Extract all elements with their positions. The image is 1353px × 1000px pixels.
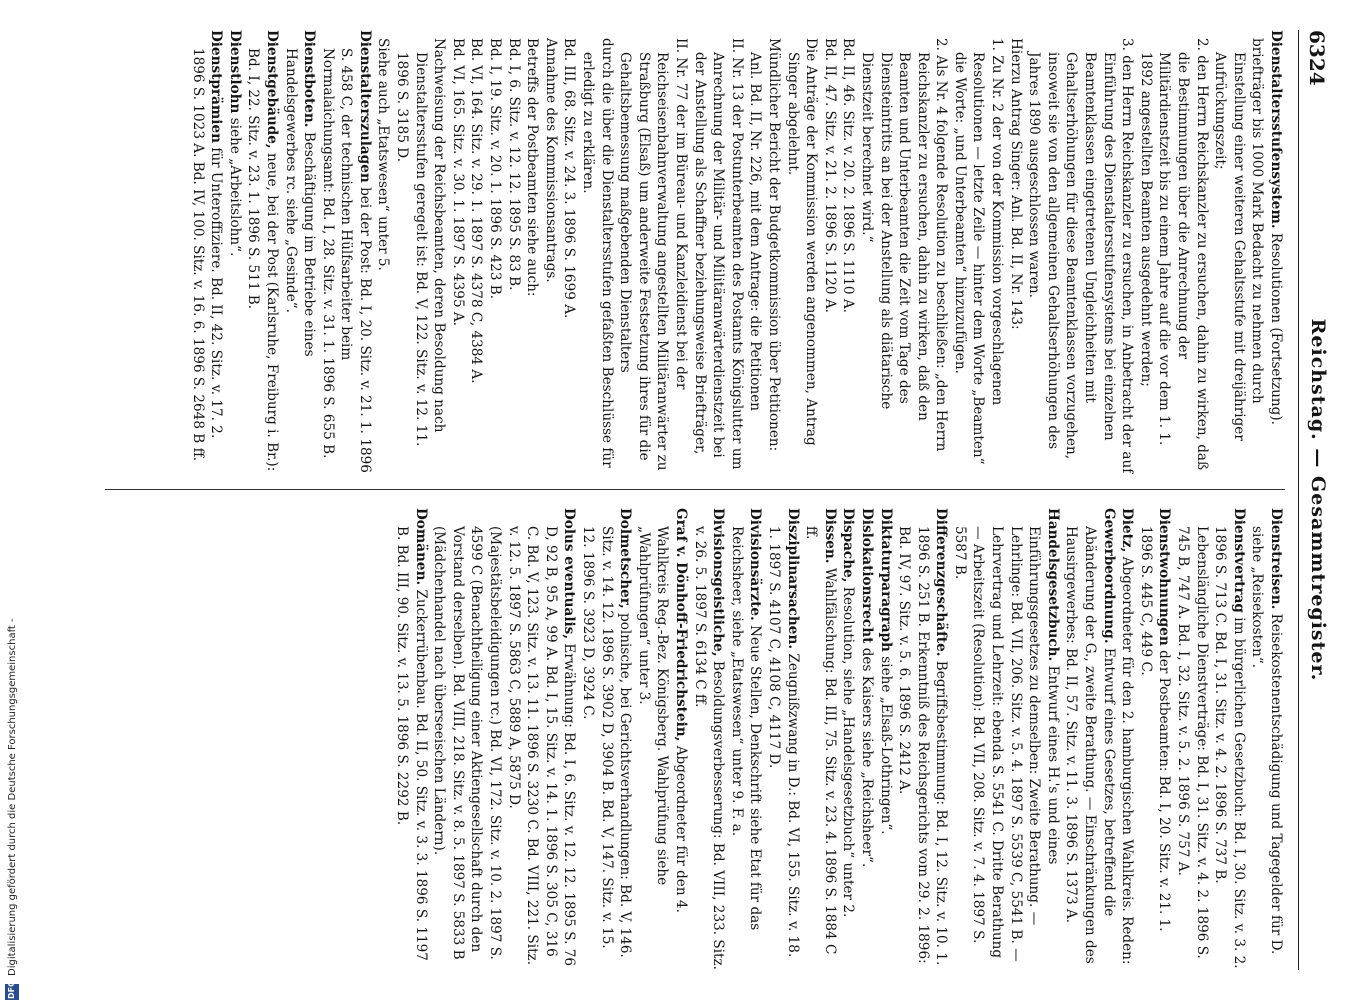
index-entry: [950, 38, 1006, 475]
entry-text: Abgeordneter für den 4. Wahlkreis Reg.-Bez. Königsberg. Wahlprüfung siehe „Wahlprüfungen“ unter 3.: [635, 526, 689, 913]
entry-text: Bd. I, 6. Sitz. v. 12. 12. 1895 S. 83 B.: [505, 38, 522, 291]
entry-text: Reisekostenentschädigung und Tagegelder für D. siehe „Reisekosten“.: [1249, 526, 1284, 955]
index-entry: [1006, 38, 1025, 475]
entry-text: Resolution, siehe „Handelsgesetzbuch“ unter 2.: [840, 586, 857, 918]
entry-text: Entwurf eines H.'s und eines Einführungsgesetzes zu demselben: Zweite Berathung. — Lehrlinge: Bd. VII, 206. Sitz. v. 5. 4. 1897 S. 5539 C, 5541 B. — Lehrvertrag und Lehrzeit: ebenda S. 5541 C. Dritte Berathung — Arbeitszeit (Resolution): Bd. VII, 208. Sitz. v. 7. 4. 1897 S. 5587 B.: [951, 526, 1061, 962]
index-entry: [393, 38, 449, 475]
entry-keyword: Graf v. Dönhoff-Friedrichstein,: [673, 508, 689, 742]
entry-keyword: Dienstvertrag: [1230, 508, 1247, 613]
entry-text: Zeugnißzwang in D.: Bd. VI, 155. Sitz. v. 18. 1. 1897 S. 4107 C, 4108 C, 4117 D.: [765, 526, 801, 958]
index-entry: [430, 508, 579, 970]
index-entry: [1025, 38, 1137, 475]
index-entry: [560, 38, 579, 475]
entry-text: Bd. VI, 165. Sitz. v. 30. 1. 1897 S. 4395 A.: [449, 38, 466, 327]
index-entry: [839, 38, 858, 475]
index-entry: [374, 38, 393, 475]
entry-text: briefträger bis 1000 Mark Bedacht zu nehmen durch Einstellung einer weiteren Gehaltsstufe mit dreijähriger Aufrückungszeit;: [1212, 38, 1266, 441]
index-entry: [1211, 38, 1267, 475]
entry-keyword: Gewerbeordnung.: [1100, 508, 1117, 644]
entry-text: Neue Stellen, Denkschrift siehe Etat für das Reichsheer, siehe „Etatswesen“ unter 9. F. a.: [728, 526, 764, 931]
entry-keyword: Dienstreisen.: [1268, 508, 1284, 610]
entry-text: Entwurf eines Gesetzes, betreffend die Abänderung der G., zweite Berathung. — Einschränkungen des Hausirgewerbes: Bd. II, 57. Sitz. v. 11. 3. 1896 S. 1373 A.: [1063, 526, 1117, 964]
entry-keyword: Dienstgebäude,: [263, 30, 280, 149]
entry-keyword: Dislokationsrecht: [858, 508, 875, 644]
entry-keyword: Dienstwohnungen: [1156, 508, 1173, 646]
entry-text: Betreffs der Postbeamten siehe auch:: [524, 38, 541, 297]
index-entry: [820, 38, 839, 475]
page-number: 6324: [1305, 30, 1329, 86]
entry-text: Nachweisung der Reichsbeamten, deren Besoldung nach Dienstaltersstufen geregelt ist: Bd. V, 122. Sitz. v. 12. 11. 1896 S. 3185 D.: [394, 38, 448, 447]
index-entry: [839, 508, 858, 970]
index-entry: [895, 508, 951, 970]
index-entry: [523, 38, 542, 475]
index-entry: [783, 38, 820, 475]
index-entry: [1266, 30, 1285, 475]
index-entry: [1173, 508, 1247, 970]
entry-text: neue, bei der Post (Karlsruhe, Freiburg i. Br.): Bd. I, 22. Sitz. v. 23. 1. 1896 S. 511 B.: [245, 48, 280, 472]
entry-text: polnische, bei Gerichtsverhandlungen: Bd. V, 146. Sitz. v. 14. 12. 1896 S. 3902 D, 3904 B. Bd. V, 147. Sitz. v. 15. 12. 1896 S. 3923 D, 3924 C.: [580, 526, 634, 958]
entry-text: II. Nr. 13 der Postunterbeamten des Postamts Königslutter um Anrechnung der Militär- und Militäranwärterdienstzeit bei der Anstellung als Schaffner beziehungsweise Briefträger,: [691, 38, 745, 470]
index-entry: [1118, 508, 1137, 970]
entry-keyword: Dissen.: [821, 508, 838, 564]
entry-keyword: Dienstaltersstufensystem.: [1268, 30, 1284, 229]
entry-text: Erwähnung: Bd. I, 6. Sitz. v. 12. 12. 1895 S. 76 D, 92 B, 95 A, 99 A. Bd. I, 15. Sitz. v. 14. 1. 1896 S. 305 C, 316 C. Bd. V, 123. Sitz. v. 13. 11. 1896 S. 3230 C. Bd. VIII, 221. Sitz. v. 12. 5. 1897 S. 5863 C, 5889 A, 5875 D. (Majestätsbeleidigungen rc.) Bd. VI, 172. Sitz. v. 10. 2. 1897 S. 4599 C (Benachtheiligung einer Aktiengesellschaft durch den Vorstand derselben). Bd. VIII, 218. Sitz. v. 8. 5. 1897 S. 5833 B (Mädchenhandel nach überseeischen Ländern).: [431, 526, 578, 967]
entry-text: Bd. VI, 164. Sitz. v. 29. 1. 1897 S. 4378 C, 4384 A.: [468, 38, 485, 384]
index-entry: [746, 38, 783, 475]
entry-text: Bd. II, 46. Sitz. v. 20. 2. 1896 S. 1110 A.: [840, 38, 857, 313]
index-entry: [448, 38, 467, 475]
entry-text: bei der Post: Bd. I, 20. Sitz. v. 21. 1. 1896 S. 458 C, der technischen Hülfsarbeiter beim Normalaichungsamt: Bd. I, 28. Sitz. v. 31. 1. 1896 S. 655 B.: [319, 48, 373, 473]
index-entry: [616, 38, 690, 475]
index-entry: [485, 38, 504, 475]
entry-keyword: Dispache,: [840, 508, 857, 583]
entry-keyword: Dienstlohn: [226, 30, 243, 114]
entry-text: Resolutionen (Fortsetzung).: [1268, 232, 1284, 425]
index-entry: [467, 38, 486, 475]
index-entry: [578, 38, 615, 475]
entry-text: Bd. I, 19. Sitz. v. 20. 1. 1896 S. 423 B.: [487, 38, 504, 300]
index-entry: [690, 38, 746, 475]
index-entry: [504, 38, 523, 475]
index-entry: [1136, 508, 1173, 970]
entry-keyword: Domänen.: [412, 508, 429, 586]
entry-text: Beschäftigung im Betriebe eines Handelsgewerbes rc. siehe „Gesinde“.: [282, 48, 318, 357]
entry-keyword: Diktaturparagraph: [877, 508, 894, 652]
entry-text: Annahme des Kommissionsantrags.: [542, 38, 559, 283]
index-entry: [244, 30, 281, 475]
running-head: [1298, 30, 1333, 970]
entry-text: siehe „Elsaß-Lothringen“.: [877, 656, 894, 835]
index-entry: [188, 30, 225, 475]
entry-text: des Kaisers siehe „Reichsheer“.: [858, 647, 875, 868]
dfg-logo-icon: DFG: [5, 984, 19, 1000]
digitization-footer: [0, 0, 24, 1000]
index-entry: [802, 508, 839, 970]
entry-text: Begriffsbestimmung: Bd. I, 12. Sitz. v. 10. 1. 1896 S. 251 B. Erkenntniß des Reichsgerichts vom 29. 2. 1896: Bd. IV, 97. Sitz. v. 5. 6. 1896 S. 2412 A.: [896, 526, 950, 966]
entry-keyword: Divisionsärzte.: [747, 508, 764, 621]
entry-text: Wahlfälschung: Bd. III, 75. Sitz. v. 23. 4. 1896 S. 1884 C ff.: [803, 526, 838, 955]
index-entry: [1062, 508, 1118, 970]
entry-text: Hierzu Antrag Singer: Anl. Bd. II, Nr. 143:: [1007, 38, 1024, 330]
index-entry: [281, 30, 318, 475]
index-entry: [764, 508, 801, 970]
column-divider: [105, 489, 1285, 490]
page-title: Reichstag. — Gesammtregister.: [1307, 318, 1329, 682]
entry-text: 2. den Herrn Reichskanzler zu ersuchen, dahin zu wirken, daß die Bestimmungen über die Anrechnung der Militärdienstzeit bis zu einem Jahre auf die vor dem 1. 1. 1892 angestellten Beamten ausgedehnt werden;: [1137, 38, 1210, 471]
right-column: [393, 508, 1286, 970]
entry-text: Besoldungsverbesserung: Bd. VIII, 233. Sitz. v. 26. 5. 1897 S. 6134 C ff.: [691, 526, 727, 970]
entry-keyword: Dietz,: [1119, 508, 1136, 553]
index-entry: [950, 508, 1062, 970]
index-entry: [727, 508, 764, 970]
digitization-note: Digitalisierung gefördert durch die Deutsche Forschungsgemeinschaft -: [6, 618, 18, 976]
entry-keyword: Handelsgesetzbuch.: [1044, 508, 1061, 662]
entry-text: Siehe auch „Etatswesen“ unter 5.: [375, 38, 392, 271]
index-entry: [876, 508, 895, 970]
entry-keyword: Dolmetscher,: [617, 508, 634, 609]
index-entry: [857, 508, 876, 970]
entry-text: Die Anträge der Kommission werden angenommen, Antrag Singer abgelehnt.: [784, 38, 820, 446]
entry-text: 2. Als Nr. 4 folgende Resolution zu beschließen: „den Herrn Reichskanzler zu ersuchen, dahin zu wirken, daß den Beamten und Unterbeamten die Zeit vom Tage des Diensteintritts an bei der Anstellung als diätarische Dienstzeit berechnet wird.“: [858, 38, 950, 452]
index-entry: [225, 30, 244, 475]
index-entry: [393, 508, 430, 970]
index-entry: [541, 38, 560, 475]
entry-text: der Postbeamten: Bd. I, 20. Sitz. v. 21. 1. 1896 S. 445 C, 449 C.: [1137, 526, 1173, 932]
entry-text: Bd. II, 47. Sitz. v. 21. 2. 1896 S. 1120 A.: [821, 38, 838, 313]
index-entry: [1136, 38, 1210, 475]
entry-text: 3. den Herrn Reichskanzler zu ersuchen, in Anbetracht der auf Einführung des Dienstaltersstufensystems bei einzelnen Beamtenklassen eingetretenen Ungleichheiten mit Gehaltserhöhungen für diese Beamtenklassen vorzugehen, insoweit sie von den allgemeinen Gehaltserhöhungen des Jahres 1890 ausgeschlossen waren.: [1026, 38, 1136, 474]
left-column: [188, 30, 1285, 475]
index-entry: [634, 508, 690, 970]
entry-text: II. Nr. 77 der im Büreau- und Kanzleidienst bei der Reichseisenbahnverwaltung angestellten Militäranwärter zu Straßburg (Elsaß) um anderweite Festsetzung ihres für die Gehaltsbemessung maßgebenden Dienstalters: [617, 38, 689, 471]
entry-text: für Unteroffiziere. Bd. II, 42. Sitz. v. 17. 2. 1896 S. 1023 A. Bd. IV, 100. Sitz. v. 16. 6. 1896 S. 2648 B ff.: [189, 48, 225, 462]
entry-text: Zuckerrübenbau. Bd. II, 50. Sitz. v. 3. 3. 1896 S. 1197 B. Bd. III, 90. Sitz. v. 13. 5. 1896 S. 2292 B.: [394, 526, 429, 961]
entry-text: im bürgerlichen Gesetzbuch: Bd. I, 30. Sitz. v. 3. 2. 1896 S. 713 C. Bd. I, 31. Sitz. v. 4. 2. 1896 S. 737 B. Lebenslängliche Dienstverträge: Bd. I, 31. Sitz. v. 4. 2. 1896 S. 745 B, 747 A. Bd. I, 32. Sitz. v. 5. 2. 1896 S. 757 A.: [1175, 526, 1247, 969]
entry-text: Bd. III, 68. Sitz. v. 24. 3. 1896 S. 1699 A.: [561, 38, 578, 319]
entry-keyword: Differenzgeschäfte.: [933, 508, 950, 657]
entry-keyword: Dienstboten.: [301, 30, 318, 128]
index-entry: [1248, 508, 1285, 970]
entry-text: 1. Zu Nr. 2 der von der Kommission vorgeschlagenen Resolutionen — letzte Zeile — hinter dem Worte „Beamten“ die Worte: „und Unterbeamten“ hinzuzufügen.: [951, 38, 1006, 465]
index-entry: [857, 38, 950, 475]
entry-text: durch die über die Dienstaltersstufen gefaßten Beschlüsse für erledigt zu erklären.: [580, 38, 615, 468]
index-entry: [318, 30, 374, 475]
entry-text: Abgeordneter für den 2. hamburgischen Wahlkreis. Reden:: [1119, 556, 1136, 965]
index-entry: [578, 508, 634, 970]
entry-keyword: Disziplinarsachen.: [784, 508, 801, 650]
index-entry: [690, 508, 727, 970]
entry-keyword: Dienstprämien: [208, 30, 225, 143]
entry-keyword: Divisionsgeistliche,: [710, 508, 727, 657]
entry-text: Mündlicher Bericht der Budgetkommission über Petitionen: Anl. Bd. II, Nr. 226, mit dem Antrage: die Petitionen: [747, 38, 782, 452]
entry-keyword: Dolus eventualis,: [561, 508, 578, 640]
entry-keyword: Dienstalterszulagen: [356, 30, 373, 183]
entry-text: siehe „Arbeitslohn“.: [226, 117, 243, 257]
